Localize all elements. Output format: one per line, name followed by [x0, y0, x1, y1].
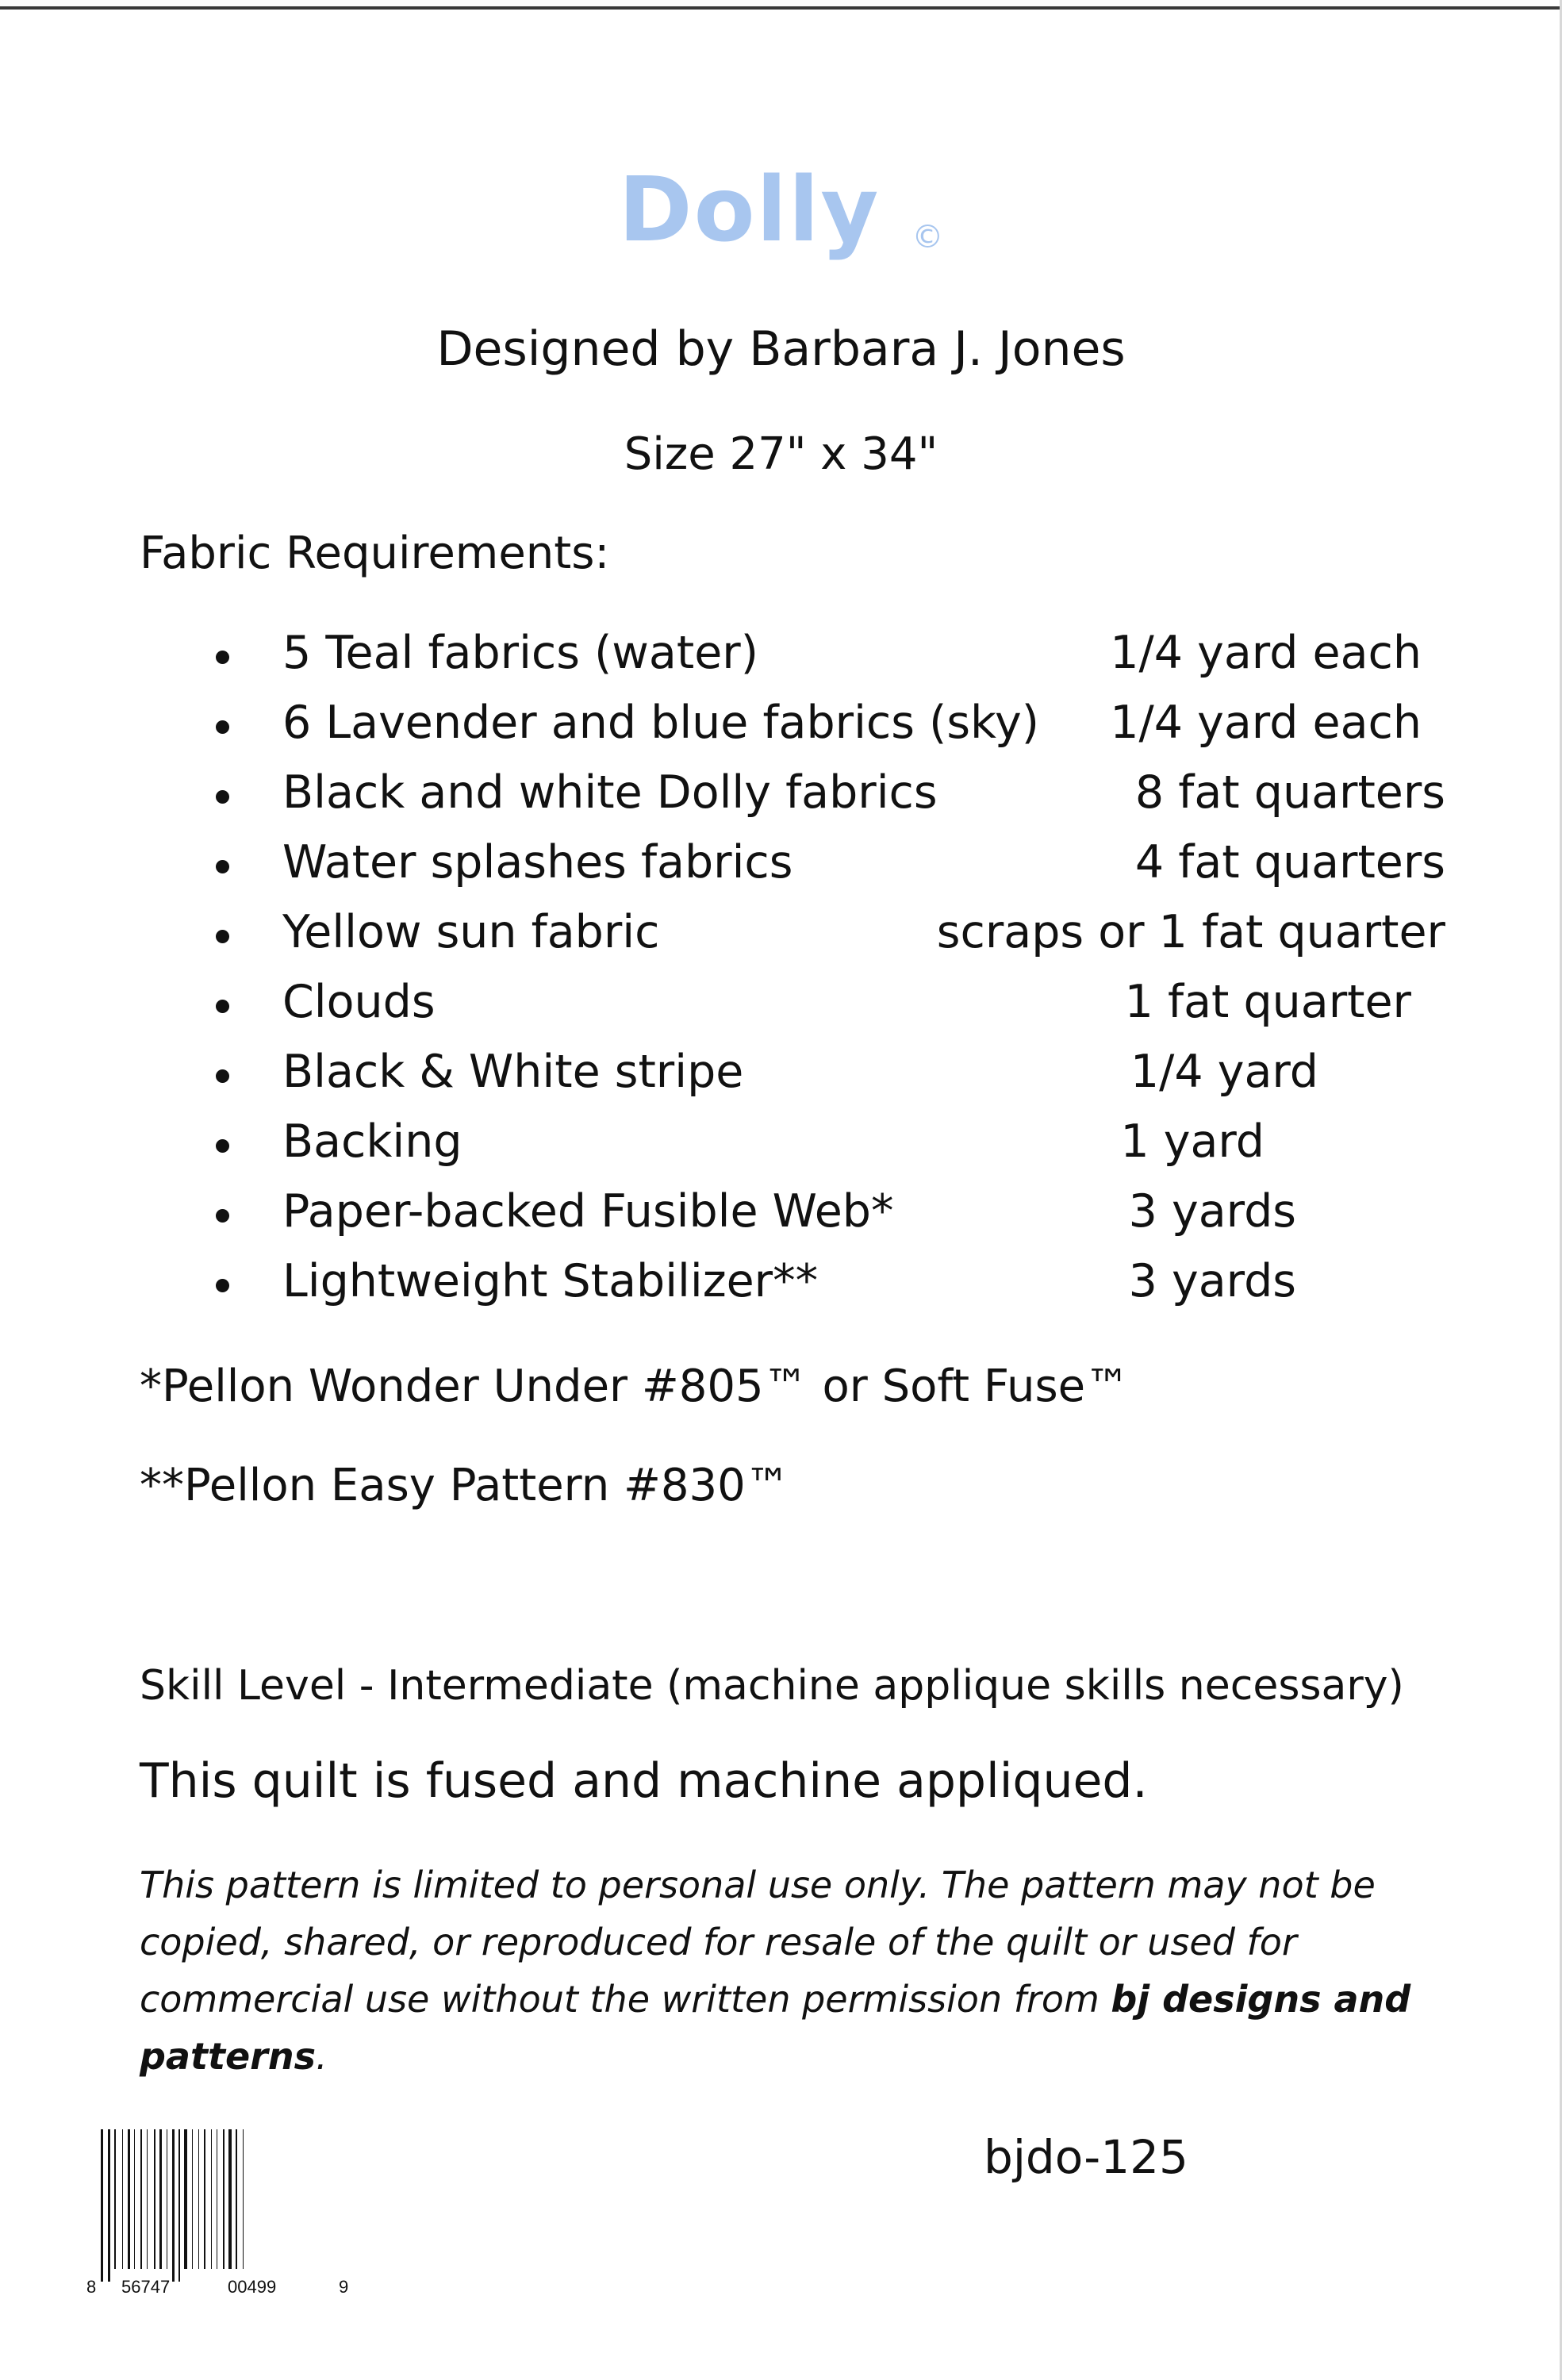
fabric-name: Black & White stripe: [282, 1046, 744, 1098]
stabilizer-note: **Pellon Easy Pattern #830™: [140, 1460, 790, 1511]
fused-note: This quilt is fused and machine appliqued.: [140, 1753, 1148, 1809]
fabric-name: Paper-backed Fusible Web*: [282, 1185, 894, 1238]
barcode: [83, 2126, 353, 2301]
barcode-digit-left: 8: [86, 2277, 97, 2297]
list-item: [0, 906, 1562, 976]
fabric-name: 6 Lavender and blue fabrics (sky): [282, 697, 1039, 749]
fabric-name: Black and white Dolly fabrics: [282, 766, 938, 819]
fabric-quantity: scraps or 1 fat quarter: [936, 906, 1445, 958]
list-item: [0, 836, 1562, 906]
pattern-title: Dolly: [618, 159, 881, 262]
disclaimer-text: This pattern is limited to personal use only. The pattern may not be copied, shared, or reproduced for resale of the quilt or used for commercial use without the written permission from: [140, 1864, 1376, 2021]
usage-disclaimer: [140, 1856, 1417, 2085]
fabric-name: Clouds: [282, 976, 436, 1028]
fabric-requirements-heading: Fabric Requirements:: [140, 528, 610, 579]
barcode-group-1: 56747: [121, 2277, 171, 2297]
bullet-icon: [216, 790, 229, 804]
disclaimer-end: .: [315, 2035, 328, 2078]
fabric-quantity: 1/4 yard each: [1110, 697, 1422, 749]
fabric-quantity: 8 fat quarters: [1134, 766, 1445, 819]
bullet-icon: [216, 860, 229, 873]
fabric-requirements-list: [0, 627, 1562, 1325]
bullet-icon: [216, 1209, 229, 1223]
bullet-icon: [216, 720, 229, 734]
fusible-web-note: *Pellon Wonder Under #805™ or Soft Fuse™: [140, 1361, 1130, 1412]
list-item: [0, 1046, 1562, 1115]
brand-name: bj designs and patterns: [140, 1978, 1411, 2078]
fabric-quantity: 3 yards: [1128, 1185, 1296, 1238]
fabric-quantity: 1/4 yard: [1130, 1046, 1318, 1098]
bullet-icon: [216, 930, 229, 943]
top-border-line: [0, 6, 1562, 10]
fabric-quantity: 1/4 yard each: [1110, 627, 1422, 679]
fabric-name: 5 Teal fabrics (water): [282, 627, 758, 679]
sku-code: bjdo-125: [984, 2130, 1188, 2184]
bullet-icon: [216, 1069, 229, 1083]
fabric-quantity: 1 fat quarter: [1124, 976, 1411, 1028]
fabric-quantity: 4 fat quarters: [1134, 836, 1445, 889]
list-item: [0, 976, 1562, 1046]
barcode-group-2: 00499: [228, 2277, 277, 2297]
fabric-name: Yellow sun fabric: [282, 906, 660, 958]
list-item: [0, 1115, 1562, 1185]
list-item: [0, 697, 1562, 766]
list-item: [0, 1185, 1562, 1255]
list-item: [0, 627, 1562, 697]
fabric-name: Lightweight Stabilizer**: [282, 1255, 819, 1307]
skill-level: Skill Level - Intermediate (machine applique skills necessary): [140, 1662, 1404, 1710]
barcode-digit-right: 9: [339, 2277, 349, 2297]
bullet-icon: [216, 1279, 229, 1292]
bullet-icon: [216, 1139, 229, 1153]
title-block: [0, 159, 1562, 262]
size-line: Size 27" x 34": [624, 428, 938, 480]
bullet-icon: [216, 651, 229, 664]
list-item: [0, 1255, 1562, 1325]
fabric-quantity: 1 yard: [1120, 1115, 1265, 1168]
fabric-name: Backing: [282, 1115, 462, 1168]
fabric-name: Water splashes fabrics: [282, 836, 793, 889]
copyright-icon: ©: [911, 218, 944, 255]
bullet-icon: [216, 1000, 229, 1013]
designer-line: Designed by Barbara J. Jones: [436, 321, 1126, 377]
list-item: [0, 766, 1562, 836]
fabric-quantity: 3 yards: [1128, 1255, 1296, 1307]
